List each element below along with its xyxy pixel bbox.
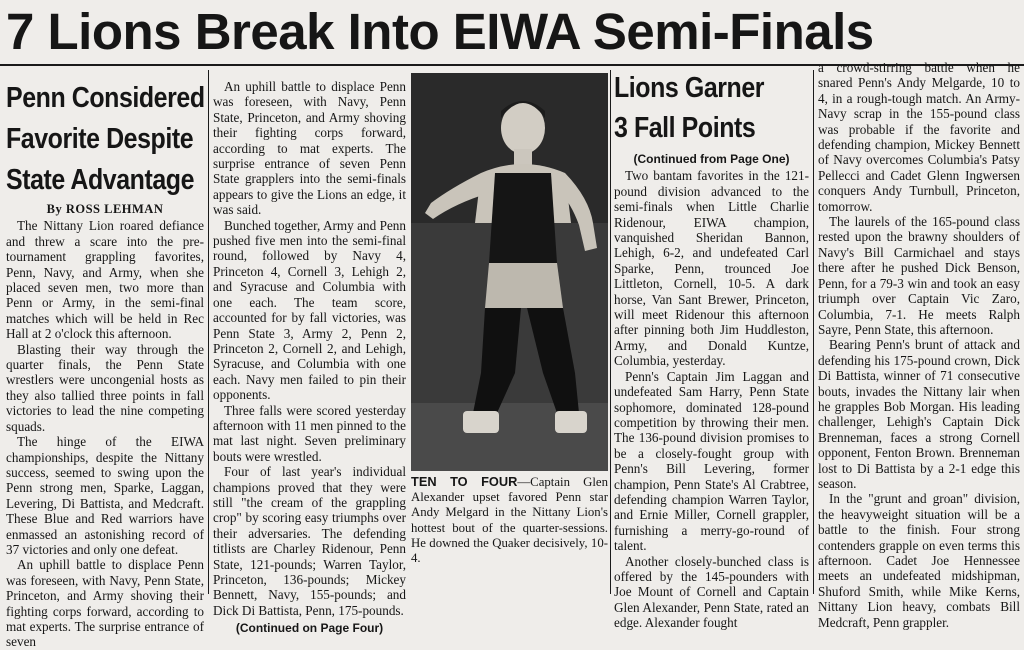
wrestler-photo (411, 73, 608, 471)
paragraph: The hinge of the EIWA championships, despite the Nittany success, seemed to swing upon the Penn strong men, Sparke, Laggan, Levering, Di Battista, and Medcraft. These Blue and Red warriors have enmassed an astonishing record of 37 victories and only one defeat. (6, 434, 204, 557)
left-story-column-1 (6, 80, 205, 650)
headline-line-2: Favorite Despite (6, 123, 194, 155)
paragraph: a crowd-stirring battle when he snared Penn's Andy Melgarde, 10 to 4, in a rough-tough match. An Army-Navy scrap in the 155-pound class was probable if the favorite and defending champion, Mickey Bennett of Navy overcomes Columbia's Patsy Pellecci and Cadet Glenn Ingwersen conquers Andy Turnbull, Princeton, tomorrow. (818, 60, 1020, 214)
wrestler-figure-image (411, 73, 608, 471)
headline-line-1: Lions Garner (614, 72, 765, 104)
paragraph: The laurels of the 165-pound class rested upon the brawny shoulders of Navy's Bill Carmichael and stays there after he pushed Dick Benson, Penn, for a 79-3 win and took an easy triumph over Captain Vic Zaro, Columbia, 7-1. He meets Ralph Sayre, Penn State, this afternoon. (818, 214, 1020, 337)
headline-line-3: State Advantage (6, 164, 195, 196)
paragraph: The Nittany Lion roared defiance and threw a scare into the pre-tournament grappling favorites, Penn, Navy, and Army, when she placed seven men, two more than Penn or Army, in the semi-final matches which will be held in Rec Hall at 2 o'clock this afternoon. (6, 218, 204, 342)
paragraph: Three falls were scored yesterday afternoon with 11 men pinned to the mat last night. Seven preliminary bouts were wrestled. (213, 402, 406, 464)
headline-line-1: Penn Considered (6, 82, 205, 114)
right-story-column-1 (614, 68, 809, 631)
photo-caption (411, 474, 608, 566)
left-story-column-2 (213, 79, 406, 636)
continued-from-note: (Continued from Page One) (633, 152, 790, 166)
column-rule-1 (208, 70, 209, 594)
paragraph: Two bantam favorites in the 121-pound division advanced to the semi-finals when Little Charlie Ridenour, EIWA champion, vanquished Sheridan Bannon, Lehigh, 6-2, and undefeated Carl Sparke, Penn, trounced Joe Littleton, Cornell, 10-5. A dark horse, Van Sant Brewer, Princeton, will meet Ridenour this afternoon after pinning both Jim Huddleston, Army, and Donald Kuntze, Columbia, yesterday. (614, 168, 809, 369)
paragraph: Bearing Penn's brunt of attack and defending his 175-pound crown, Dick Di Battista, winner of 71 consecutive bouts, invades the Nittany lair when he grapples Bob Morgan. His leading challenger, Lehigh's Captain Dick Brenneman, faces a strong Cornell opponent, Fenton Brown. Brenneman lost to Di Battista by a 2-1 edge this season. (818, 337, 1020, 491)
paragraph: In the "grunt and groan" division, the heavyweight situation will be a battle to the finish. Four strong contenders grapple on even terms this afternoon. Cadet Joe Hennessee meets an undefeated midshipman, Shuford Smith, while Mike Kerns, Nittany Lion heavy, combats Bill Medcraft, Penn grappler. (818, 491, 1020, 630)
right-story-column-2 (818, 60, 1020, 630)
banner-headline: 7 Lions Break Into EIWA Semi-Finals (6, 3, 874, 60)
headline-line-2: 3 Fall Points (614, 112, 756, 144)
caption-text: —Captain Glen Alexander upset favored Penn star Andy Melgard in the Nittany Lion's hottest bout of the quarter-sessions. He downed the Quaker decisively, 10-4. (411, 475, 608, 566)
paragraph: Another closely-bunched class is offered by the 145-pounders with Joe Mount of Cornell and Captain Glen Alexander, Penn State, rated an edge. Alexander fought (614, 553, 809, 631)
byline: By ROSS LEHMAN (46, 202, 164, 216)
paragraph: Blasting their way through the quarter finals, the Penn State wrestlers were uncongenial hosts as they also tallied three points in fall victories to lead the nine competing squads. (6, 341, 204, 434)
right-story-headline (614, 68, 809, 152)
paragraph: Penn's Captain Jim Laggan and undefeated Sam Harry, Penn State sophomore, dominated 128-pound competition by throwing their men. The 136-pound division promises to be a closely-fought group with Penn's Bill Levering, former champion, Penn State's Al Crabtree, defending champion Warren Taylor, and Ernie Miller, Cornell grappler, furnishing a merry-go-round of talent. (614, 368, 809, 554)
column-rule-2 (610, 70, 611, 594)
left-story-headline (6, 80, 204, 200)
continued-on-note: (Continued on Page Four) (235, 621, 384, 636)
paragraph: An uphill battle to displace Penn was foreseen, with Navy, Penn State, Princeton, and Army shoving their fighting corps forward, according to mat experts. The surprise entrance of seven (6, 557, 204, 650)
paragraph: Bunched together, Army and Penn pushed five men into the semi-final round, followed by Navy 4, Princeton 4, Cornell 3, Lehigh 2, and Syracuse and Columbia with one each. The team score, accounted for by fall victories, was Penn State 3, Army 2, Penn 2, Princeton 2, Cornell 2, and Lehigh, Syracuse, and Columbia with one each. Navy men failed to pin their opponents. (213, 217, 406, 403)
column-rule-3 (813, 70, 814, 594)
caption-lead: TEN TO FOUR (411, 474, 518, 489)
paragraph: An uphill battle to displace Penn was foreseen, with Navy, Penn State, Princeton, and Army shoving their fighting corps forward, according to mat experts. The surprise entrance of seven Penn State grapplers into the semi-finals appears to give the Lions an edge, it was said. (213, 79, 406, 218)
paragraph: Four of last year's individual champions proved that they were still "the cream of the grappling crop" by scoring easy triumphs over their adversaries. The defending titlists are Charley Ridenour, Penn State, 121-pounds; Warren Taylor, Princeton, 136-pounds; Mickey Bennett, Navy, 155-pounds; and Dick Di Battista, Penn, 175-pounds. (213, 464, 406, 618)
